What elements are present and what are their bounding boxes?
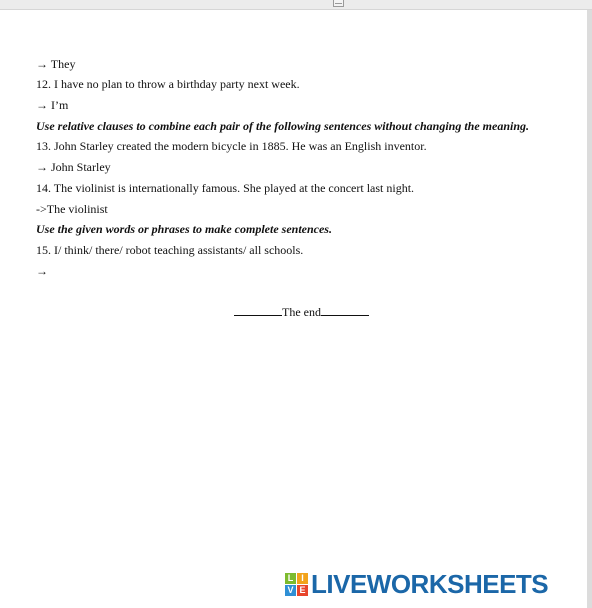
question-13: 13. John Starley created the modern bicycle in 1885. He was an English inventor.: [36, 139, 427, 153]
question-15: 15. I/ think/ there/ robot teaching assistants/ all schools.: [36, 243, 304, 257]
logo-icon-letter-l: L: [285, 573, 296, 584]
the-end-line: [234, 304, 369, 320]
answer-line-15: →: [36, 264, 48, 278]
ruler-strip: [0, 0, 592, 10]
instruction-relative-clauses: Use relative clauses to combine each pair of the following sentences without changing the meaning.: [36, 119, 530, 133]
end-left-rule: [234, 304, 282, 316]
page-edge-shadow: [587, 10, 592, 608]
instruction-given-words: Use the given words or phrases to make complete sentences.: [36, 222, 332, 236]
question-14: 14. The violinist is internationally famous. She played at the concert last night.: [36, 181, 415, 195]
logo-icon-letter-i: I: [297, 573, 308, 584]
question-12: 12. I have no plan to throw a birthday party next week.: [36, 77, 300, 91]
answer-line-john-starley: → John Starley: [36, 160, 111, 174]
logo-live-icon: [285, 573, 308, 596]
end-right-rule: [321, 304, 369, 316]
answer-line-im: → I’m: [36, 98, 69, 112]
logo-icon-letter-v: V: [285, 585, 296, 596]
logo-wordmark: LIVEWORKSHEETS: [311, 569, 549, 599]
answer-line-they: → They: [36, 57, 76, 71]
page-resize-handle[interactable]: [333, 0, 344, 7]
answer-line-violinist: ->The violinist: [36, 202, 108, 216]
end-text: The end: [282, 305, 321, 319]
logo-icon-letter-e: E: [297, 585, 308, 596]
liveworksheets-logo: [285, 570, 548, 598]
